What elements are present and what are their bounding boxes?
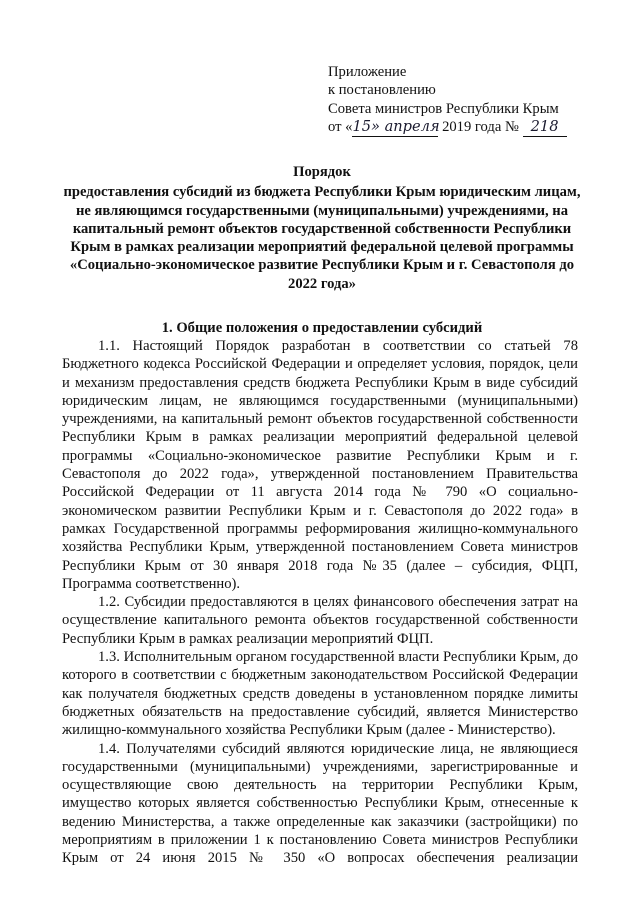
document-title-block bbox=[62, 163, 582, 293]
paragraph-1-2: 1.2. Субсидии предоставляются в целях финансового обеспечения затрат на осуществление капитального ремонта объектов государственной собственности Республики Крым в рамках реализации мероприятий ФЦП. bbox=[62, 594, 578, 647]
paragraph-1-4: 1.4. Получателями субсидий являются юридические лица, не являющиеся государственными (муниципальными) учреждениями, зарегистрированные и осуществляющие свою деятельность на территории Республики Крым, имущество которых является собственностью Республики Крым, отнесенные к ведению Министерства, а также определенные как заказчики (застройщики) по мероприятиям в приложении 1 к постановлению Совета министров Республики Крым от 24 июня 2015 № 350 «О вопросах обеспечения реализации bbox=[62, 740, 578, 867]
date-suffix: 2019 года № bbox=[438, 118, 519, 135]
appendix-date-line bbox=[328, 118, 618, 137]
date-prefix: от « bbox=[328, 118, 353, 135]
appendix-block bbox=[328, 63, 618, 137]
number-handwritten: 218 bbox=[523, 118, 567, 137]
paragraph-1-3: 1.3. Исполнительным органом государственной власти Республики Крым, до которого в соответствии с бюджетным законодательством Российской Федерации как получателя бюджетных средств доведены в установленном порядке лимиты бюджетных обязательств на предоставление субсидий, является Министерство жилищно-коммунального хозяйства Республики Крым (далее - Министерство). bbox=[62, 649, 578, 739]
paragraph-1-1: 1.1. Настоящий Порядок разработан в соответствии со статьей 78 Бюджетного кодекса Российской Федерации и определяет условия, порядок, цели и механизм предоставления средств бюджета Республики Крым в виде субсидий юридическим лицам, не являющимся государственными (муниципальными) учреждениями, на капитальный ремонт объектов государственной собственности Республики Крым в рамках реализации мероприятий федеральной целевой программы «Социально-экономическое развитие Республики Крым и г. Севастополя до 2022 года», утвержденной постановлением Правительства Российской Федерации от 11 августа 2014 года № 790 «О социально-экономическом развитии Республики Крым и г. Севастополя до 2022 года» в рамках Государственной программы реформирования жилищно-коммунального хозяйства Республики Крым, утвержденной постановлением Совета министров Республики Крым от 30 января 2018 года №35 (далее – субсидия, ФЦП, Программа соответственно). bbox=[62, 338, 578, 592]
document-subtitle: предоставления субсидий из бюджета Республики Крым юридическим лицам, не являющимся государственными (муниципальными) учреждениями, на капитальный ремонт объектов государственной собственности Республики Крым в рамках реализации мероприятий федеральной целевой программы «Социально-экономическое развитие Республики Крым и г. Севастополя до 2022 года» bbox=[63, 184, 581, 292]
appendix-line-2: к постановлению bbox=[328, 82, 436, 99]
document-title: Порядок bbox=[293, 164, 351, 180]
appendix-line-3: Совета министров Республики Крым bbox=[328, 100, 559, 117]
section-heading: 1. Общие положения о предоставлении субсидий bbox=[161, 320, 483, 336]
date-handwritten: 15» апреля bbox=[352, 118, 438, 137]
section-body bbox=[62, 337, 578, 868]
appendix-line-1: Приложение bbox=[328, 64, 407, 80]
